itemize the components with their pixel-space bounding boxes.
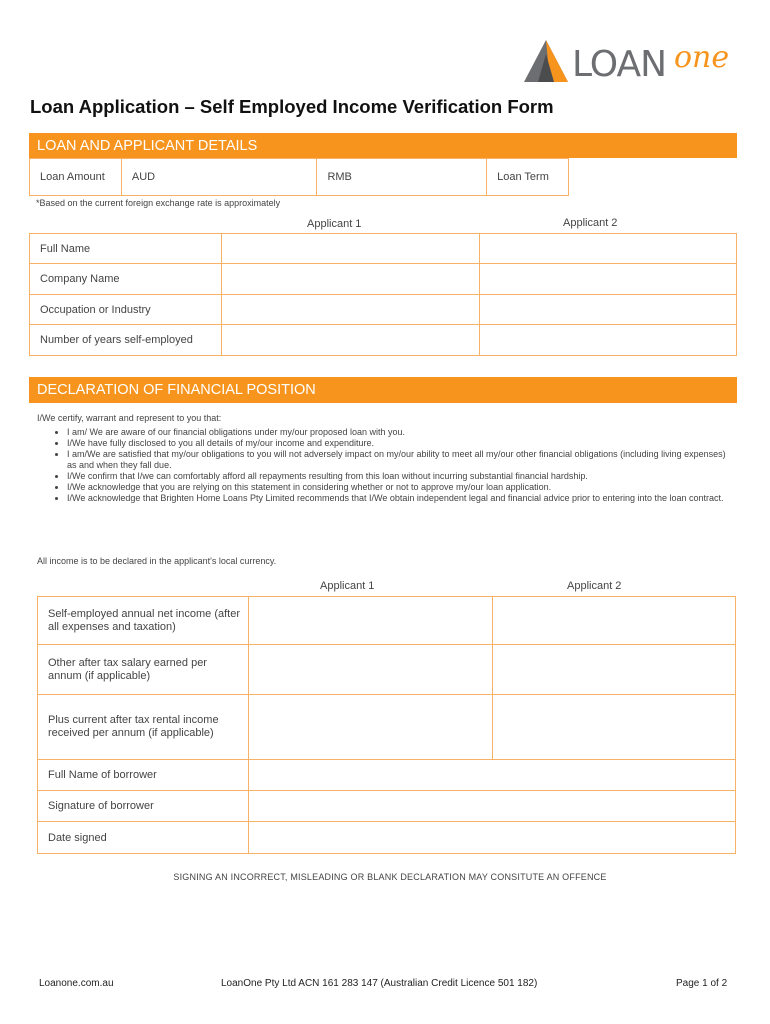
- section-header-declaration: [29, 377, 737, 403]
- company-name-label: Company Name: [30, 264, 222, 295]
- declaration-list: [52, 427, 735, 504]
- applicant1-company[interactable]: [222, 264, 480, 295]
- logo-accent: one: [674, 40, 730, 75]
- applicant-details-table: [29, 233, 737, 356]
- applicant-1-header: Applicant 1: [320, 580, 375, 592]
- applicant2-company[interactable]: [480, 264, 737, 295]
- footer-website[interactable]: Loanone.com.au: [39, 978, 114, 989]
- applicant2-full-name[interactable]: [480, 234, 737, 264]
- currency-note: All income is to be declared in the applicant's local currency.: [37, 556, 277, 566]
- footer-company: LoanOne Pty Ltd ACN 161 283 147 (Australian Credit Licence 501 182): [221, 978, 538, 989]
- list-item: • I am/ We are aware of our financial obligations under my/our proposed loan with you.: [67, 427, 735, 438]
- list-item: • I/We have fully disclosed to you all details of my/our income and expenditure.: [67, 438, 735, 449]
- applicant2-years[interactable]: [480, 325, 737, 356]
- applicant-1-header: Applicant 1: [307, 218, 362, 230]
- loanone-logo: [524, 38, 738, 86]
- date-signed-field[interactable]: [249, 822, 736, 854]
- signature-field[interactable]: [249, 791, 736, 822]
- applicant1-rental[interactable]: [249, 695, 493, 760]
- offence-warning: SIGNING AN INCORRECT, MISLEADING OR BLANK DECLARATION MAY CONSITUTE AN OFFENCE: [173, 872, 607, 882]
- full-name-label: Full Name: [30, 234, 222, 264]
- applicant1-full-name[interactable]: [222, 234, 480, 264]
- applicant2-net-income[interactable]: [493, 597, 736, 645]
- years-self-employed-label: Number of years self-employed: [30, 325, 222, 356]
- logo-triangle-icon: [524, 40, 572, 84]
- list-item: • I am/We are satisfied that my/our obligations to you will not adversely impact on my/our ability to meet all my/our other financial obligations (including living expenses) as and when they fall due.: [67, 449, 735, 471]
- applicant1-salary[interactable]: [249, 645, 493, 695]
- signature-label: Signature of borrower: [38, 791, 249, 822]
- logo-word: LOAN: [572, 44, 667, 85]
- applicant2-rental[interactable]: [493, 695, 736, 760]
- declaration-intro: I/We certify, warrant and represent to you that:: [37, 413, 222, 423]
- borrower-name-field[interactable]: [249, 760, 736, 791]
- occupation-label: Occupation or Industry: [30, 295, 222, 325]
- aud-field[interactable]: AUD: [121, 159, 317, 196]
- page-title: Loan Application – Self Employed Income Verification Form: [30, 96, 554, 117]
- salary-label: Other after tax salary earned per annum (if applicable): [38, 645, 249, 695]
- rental-income-label: Plus current after tax rental income received per annum (if applicable): [38, 695, 249, 760]
- date-signed-label: Date signed: [38, 822, 249, 854]
- net-income-label: Self-employed annual net income (after all expenses and taxation): [38, 597, 249, 645]
- loan-amount-row: [29, 158, 569, 196]
- applicant1-years[interactable]: [222, 325, 480, 356]
- applicant1-net-income[interactable]: [249, 597, 493, 645]
- applicant-2-header: Applicant 2: [563, 217, 618, 229]
- exchange-rate-note: *Based on the current foreign exchange rate is approximately: [36, 198, 281, 208]
- income-table: [37, 596, 736, 854]
- borrower-name-label: Full Name of borrower: [38, 760, 249, 791]
- page-number: Page 1 of 2: [676, 978, 728, 989]
- applicant-2-header: Applicant 2: [567, 580, 622, 592]
- list-item: • I/We acknowledge that you are relying on this statement in considering whether or not to approve my/our loan application.: [67, 482, 735, 493]
- applicant1-occupation[interactable]: [222, 295, 480, 325]
- section-title: LOAN AND APPLICANT DETAILS: [37, 137, 258, 154]
- loan-term-field[interactable]: Loan Term: [487, 159, 569, 196]
- applicant2-occupation[interactable]: [480, 295, 737, 325]
- rmb-field[interactable]: RMB: [317, 159, 487, 196]
- loan-amount-label: Loan Amount: [30, 159, 122, 196]
- section-title: DECLARATION OF FINANCIAL POSITION: [37, 382, 316, 398]
- list-item: • I/We acknowledge that Brighten Home Loans Pty Limited recommends that I/We obtain independent legal and financial advice prior to entering into the loan contract.: [67, 493, 735, 504]
- applicant2-salary[interactable]: [493, 645, 736, 695]
- list-item: • I/We confirm that I/we can comfortably afford all repayments resulting from this loan without incurring substantial financial hardship.: [67, 471, 735, 482]
- section-header-loan-details: [29, 133, 737, 158]
